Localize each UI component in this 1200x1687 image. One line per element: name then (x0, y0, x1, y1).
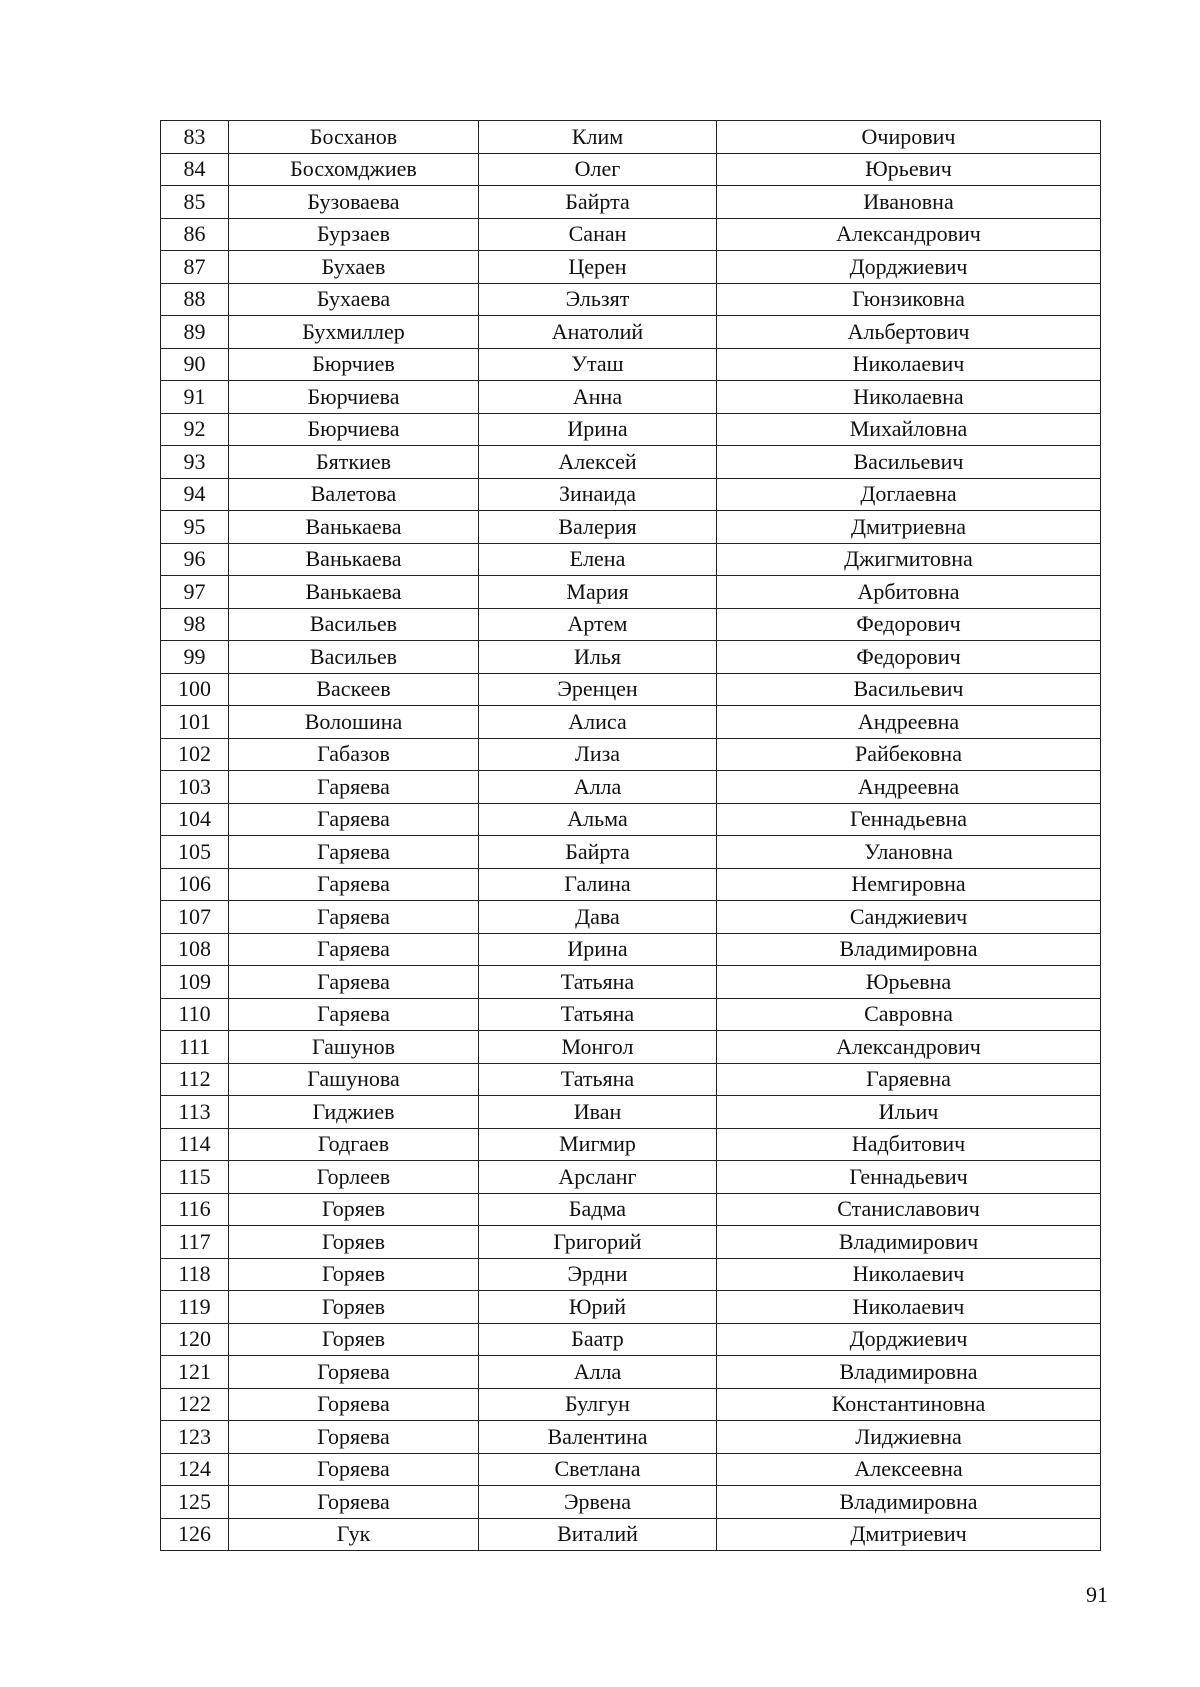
roster-table (160, 120, 1101, 1551)
last-name-cell: Ванькаева (229, 511, 479, 544)
patronymic-cell: Надбитович (717, 1128, 1101, 1161)
first-name-cell: Валерия (479, 511, 717, 544)
last-name-cell: Бюрчиев (229, 348, 479, 381)
last-name-cell: Горяева (229, 1356, 479, 1389)
patronymic-cell: Николаевич (717, 1258, 1101, 1291)
row-number-cell: 122 (161, 1388, 229, 1421)
row-number-cell: 84 (161, 153, 229, 186)
row-number-cell: 96 (161, 543, 229, 576)
row-number-cell: 111 (161, 1031, 229, 1064)
row-number-cell: 92 (161, 413, 229, 446)
patronymic-cell: Геннадьевич (717, 1161, 1101, 1194)
table-row (161, 1291, 1101, 1324)
patronymic-cell: Владимировна (717, 1486, 1101, 1519)
last-name-cell: Босхомджиев (229, 153, 479, 186)
table-row (161, 673, 1101, 706)
table-row (161, 1486, 1101, 1519)
row-number-cell: 100 (161, 673, 229, 706)
last-name-cell: Бухаева (229, 283, 479, 316)
first-name-cell: Мария (479, 576, 717, 609)
first-name-cell: Церен (479, 251, 717, 284)
row-number-cell: 88 (161, 283, 229, 316)
table-row (161, 933, 1101, 966)
last-name-cell: Гаряева (229, 901, 479, 934)
last-name-cell: Бузоваева (229, 186, 479, 219)
first-name-cell: Олег (479, 153, 717, 186)
last-name-cell: Гашунов (229, 1031, 479, 1064)
table-row (161, 576, 1101, 609)
last-name-cell: Горяева (229, 1486, 479, 1519)
patronymic-cell: Ивановна (717, 186, 1101, 219)
first-name-cell: Валентина (479, 1421, 717, 1454)
first-name-cell: Ирина (479, 413, 717, 446)
first-name-cell: Дава (479, 901, 717, 934)
first-name-cell: Анна (479, 381, 717, 414)
table-row (161, 706, 1101, 739)
first-name-cell: Татьяна (479, 998, 717, 1031)
row-number-cell: 116 (161, 1193, 229, 1226)
row-number-cell: 114 (161, 1128, 229, 1161)
last-name-cell: Ванькаева (229, 576, 479, 609)
table-row (161, 836, 1101, 869)
table-row (161, 218, 1101, 251)
row-number-cell: 113 (161, 1096, 229, 1129)
table-row (161, 1323, 1101, 1356)
table-row (161, 1031, 1101, 1064)
patronymic-cell: Юрьевич (717, 153, 1101, 186)
row-number-cell: 109 (161, 966, 229, 999)
table-row (161, 348, 1101, 381)
first-name-cell: Эрдни (479, 1258, 717, 1291)
last-name-cell: Горяева (229, 1453, 479, 1486)
first-name-cell: Альма (479, 803, 717, 836)
patronymic-cell: Николаевич (717, 348, 1101, 381)
first-name-cell: Мигмир (479, 1128, 717, 1161)
patronymic-cell: Федорович (717, 608, 1101, 641)
last-name-cell: Бурзаев (229, 218, 479, 251)
row-number-cell: 125 (161, 1486, 229, 1519)
last-name-cell: Горяев (229, 1193, 479, 1226)
patronymic-cell: Улановна (717, 836, 1101, 869)
last-name-cell: Гаряева (229, 836, 479, 869)
row-number-cell: 89 (161, 316, 229, 349)
row-number-cell: 124 (161, 1453, 229, 1486)
patronymic-cell: Михайловна (717, 413, 1101, 446)
row-number-cell: 83 (161, 121, 229, 154)
first-name-cell: Татьяна (479, 966, 717, 999)
row-number-cell: 119 (161, 1291, 229, 1324)
patronymic-cell: Юрьевна (717, 966, 1101, 999)
last-name-cell: Бяткиев (229, 446, 479, 479)
table-row (161, 868, 1101, 901)
table-row (161, 803, 1101, 836)
table-row (161, 283, 1101, 316)
row-number-cell: 123 (161, 1421, 229, 1454)
row-number-cell: 97 (161, 576, 229, 609)
table-row (161, 1063, 1101, 1096)
last-name-cell: Гаряева (229, 933, 479, 966)
table-row (161, 641, 1101, 674)
table-row (161, 608, 1101, 641)
page-number: 91 (1086, 1582, 1108, 1607)
table-row (161, 901, 1101, 934)
first-name-cell: Светлана (479, 1453, 717, 1486)
patronymic-cell: Васильевич (717, 673, 1101, 706)
row-number-cell: 110 (161, 998, 229, 1031)
row-number-cell: 94 (161, 478, 229, 511)
row-number-cell: 90 (161, 348, 229, 381)
first-name-cell: Эрвена (479, 1486, 717, 1519)
table-row (161, 121, 1101, 154)
row-number-cell: 99 (161, 641, 229, 674)
row-number-cell: 91 (161, 381, 229, 414)
table-row (161, 186, 1101, 219)
table-row (161, 381, 1101, 414)
last-name-cell: Бюрчиева (229, 381, 479, 414)
row-number-cell: 86 (161, 218, 229, 251)
patronymic-cell: Николаевна (717, 381, 1101, 414)
patronymic-cell: Геннадьевна (717, 803, 1101, 836)
row-number-cell: 101 (161, 706, 229, 739)
patronymic-cell: Очирович (717, 121, 1101, 154)
table-row (161, 1356, 1101, 1389)
patronymic-cell: Федорович (717, 641, 1101, 674)
patronymic-cell: Гюнзиковна (717, 283, 1101, 316)
last-name-cell: Габазов (229, 738, 479, 771)
first-name-cell: Бадма (479, 1193, 717, 1226)
patronymic-cell: Александрович (717, 218, 1101, 251)
first-name-cell: Арсланг (479, 1161, 717, 1194)
table-row (161, 771, 1101, 804)
first-name-cell: Байрта (479, 836, 717, 869)
patronymic-cell: Константиновна (717, 1388, 1101, 1421)
patronymic-cell: Дмитриевич (717, 1518, 1101, 1551)
last-name-cell: Бухаев (229, 251, 479, 284)
first-name-cell: Уташ (479, 348, 717, 381)
last-name-cell: Горяева (229, 1421, 479, 1454)
patronymic-cell: Александрович (717, 1031, 1101, 1064)
last-name-cell: Васильев (229, 608, 479, 641)
patronymic-cell: Николаевич (717, 1291, 1101, 1324)
patronymic-cell: Владимировна (717, 933, 1101, 966)
patronymic-cell: Джигмитовна (717, 543, 1101, 576)
last-name-cell: Гаряева (229, 803, 479, 836)
table-row (161, 1518, 1101, 1551)
first-name-cell: Галина (479, 868, 717, 901)
first-name-cell: Баатр (479, 1323, 717, 1356)
patronymic-cell: Гаряевна (717, 1063, 1101, 1096)
row-number-cell: 117 (161, 1226, 229, 1259)
patronymic-cell: Станиславович (717, 1193, 1101, 1226)
row-number-cell: 108 (161, 933, 229, 966)
table-row (161, 478, 1101, 511)
patronymic-cell: Дорджиевич (717, 1323, 1101, 1356)
table-row (161, 1421, 1101, 1454)
first-name-cell: Алла (479, 771, 717, 804)
last-name-cell: Бухмиллер (229, 316, 479, 349)
first-name-cell: Лиза (479, 738, 717, 771)
patronymic-cell: Ильич (717, 1096, 1101, 1129)
patronymic-cell: Немгировна (717, 868, 1101, 901)
table-row (161, 1226, 1101, 1259)
roster-table-body (161, 121, 1101, 1551)
patronymic-cell: Андреевна (717, 706, 1101, 739)
table-row (161, 251, 1101, 284)
row-number-cell: 98 (161, 608, 229, 641)
row-number-cell: 95 (161, 511, 229, 544)
last-name-cell: Гаряева (229, 966, 479, 999)
table-row (161, 738, 1101, 771)
last-name-cell: Гиджиев (229, 1096, 479, 1129)
first-name-cell: Байрта (479, 186, 717, 219)
first-name-cell: Монгол (479, 1031, 717, 1064)
row-number-cell: 118 (161, 1258, 229, 1291)
last-name-cell: Гаряева (229, 868, 479, 901)
first-name-cell: Юрий (479, 1291, 717, 1324)
row-number-cell: 115 (161, 1161, 229, 1194)
patronymic-cell: Альбертович (717, 316, 1101, 349)
row-number-cell: 102 (161, 738, 229, 771)
last-name-cell: Васкеев (229, 673, 479, 706)
first-name-cell: Эльзят (479, 283, 717, 316)
patronymic-cell: Райбековна (717, 738, 1101, 771)
patronymic-cell: Дорджиевич (717, 251, 1101, 284)
table-row (161, 1096, 1101, 1129)
patronymic-cell: Алексеевна (717, 1453, 1101, 1486)
table-row (161, 413, 1101, 446)
row-number-cell: 121 (161, 1356, 229, 1389)
first-name-cell: Санан (479, 218, 717, 251)
last-name-cell: Ванькаева (229, 543, 479, 576)
last-name-cell: Гашунова (229, 1063, 479, 1096)
table-row (161, 1258, 1101, 1291)
last-name-cell: Босханов (229, 121, 479, 154)
row-number-cell: 104 (161, 803, 229, 836)
patronymic-cell: Арбитовна (717, 576, 1101, 609)
last-name-cell: Годгаев (229, 1128, 479, 1161)
last-name-cell: Валетова (229, 478, 479, 511)
patronymic-cell: Васильевич (717, 446, 1101, 479)
row-number-cell: 126 (161, 1518, 229, 1551)
first-name-cell: Елена (479, 543, 717, 576)
first-name-cell: Анатолий (479, 316, 717, 349)
last-name-cell: Гук (229, 1518, 479, 1551)
patronymic-cell: Владимировна (717, 1356, 1101, 1389)
table-row (161, 153, 1101, 186)
row-number-cell: 112 (161, 1063, 229, 1096)
patronymic-cell: Андреевна (717, 771, 1101, 804)
first-name-cell: Булгун (479, 1388, 717, 1421)
patronymic-cell: Дмитриевна (717, 511, 1101, 544)
first-name-cell: Алиса (479, 706, 717, 739)
table-row (161, 446, 1101, 479)
last-name-cell: Горяева (229, 1388, 479, 1421)
first-name-cell: Алла (479, 1356, 717, 1389)
row-number-cell: 85 (161, 186, 229, 219)
table-row (161, 1128, 1101, 1161)
row-number-cell: 120 (161, 1323, 229, 1356)
first-name-cell: Артем (479, 608, 717, 641)
row-number-cell: 105 (161, 836, 229, 869)
last-name-cell: Бюрчиева (229, 413, 479, 446)
table-row (161, 1193, 1101, 1226)
patronymic-cell: Лиджиевна (717, 1421, 1101, 1454)
table-row (161, 543, 1101, 576)
table-row (161, 1161, 1101, 1194)
first-name-cell: Клим (479, 121, 717, 154)
patronymic-cell: Савровна (717, 998, 1101, 1031)
last-name-cell: Гаряева (229, 998, 479, 1031)
last-name-cell: Горяев (229, 1258, 479, 1291)
first-name-cell: Ирина (479, 933, 717, 966)
row-number-cell: 103 (161, 771, 229, 804)
last-name-cell: Горяев (229, 1226, 479, 1259)
first-name-cell: Виталий (479, 1518, 717, 1551)
table-row (161, 316, 1101, 349)
last-name-cell: Васильев (229, 641, 479, 674)
patronymic-cell: Доглаевна (717, 478, 1101, 511)
last-name-cell: Волошина (229, 706, 479, 739)
last-name-cell: Горлеев (229, 1161, 479, 1194)
table-row (161, 998, 1101, 1031)
row-number-cell: 93 (161, 446, 229, 479)
table-row (161, 511, 1101, 544)
patronymic-cell: Владимирович (717, 1226, 1101, 1259)
row-number-cell: 87 (161, 251, 229, 284)
first-name-cell: Илья (479, 641, 717, 674)
row-number-cell: 106 (161, 868, 229, 901)
first-name-cell: Алексей (479, 446, 717, 479)
last-name-cell: Горяев (229, 1323, 479, 1356)
table-row (161, 1388, 1101, 1421)
first-name-cell: Татьяна (479, 1063, 717, 1096)
first-name-cell: Иван (479, 1096, 717, 1129)
first-name-cell: Зинаида (479, 478, 717, 511)
row-number-cell: 107 (161, 901, 229, 934)
patronymic-cell: Санджиевич (717, 901, 1101, 934)
first-name-cell: Григорий (479, 1226, 717, 1259)
table-row (161, 1453, 1101, 1486)
table-row (161, 966, 1101, 999)
last-name-cell: Гаряева (229, 771, 479, 804)
last-name-cell: Горяев (229, 1291, 479, 1324)
first-name-cell: Эренцен (479, 673, 717, 706)
